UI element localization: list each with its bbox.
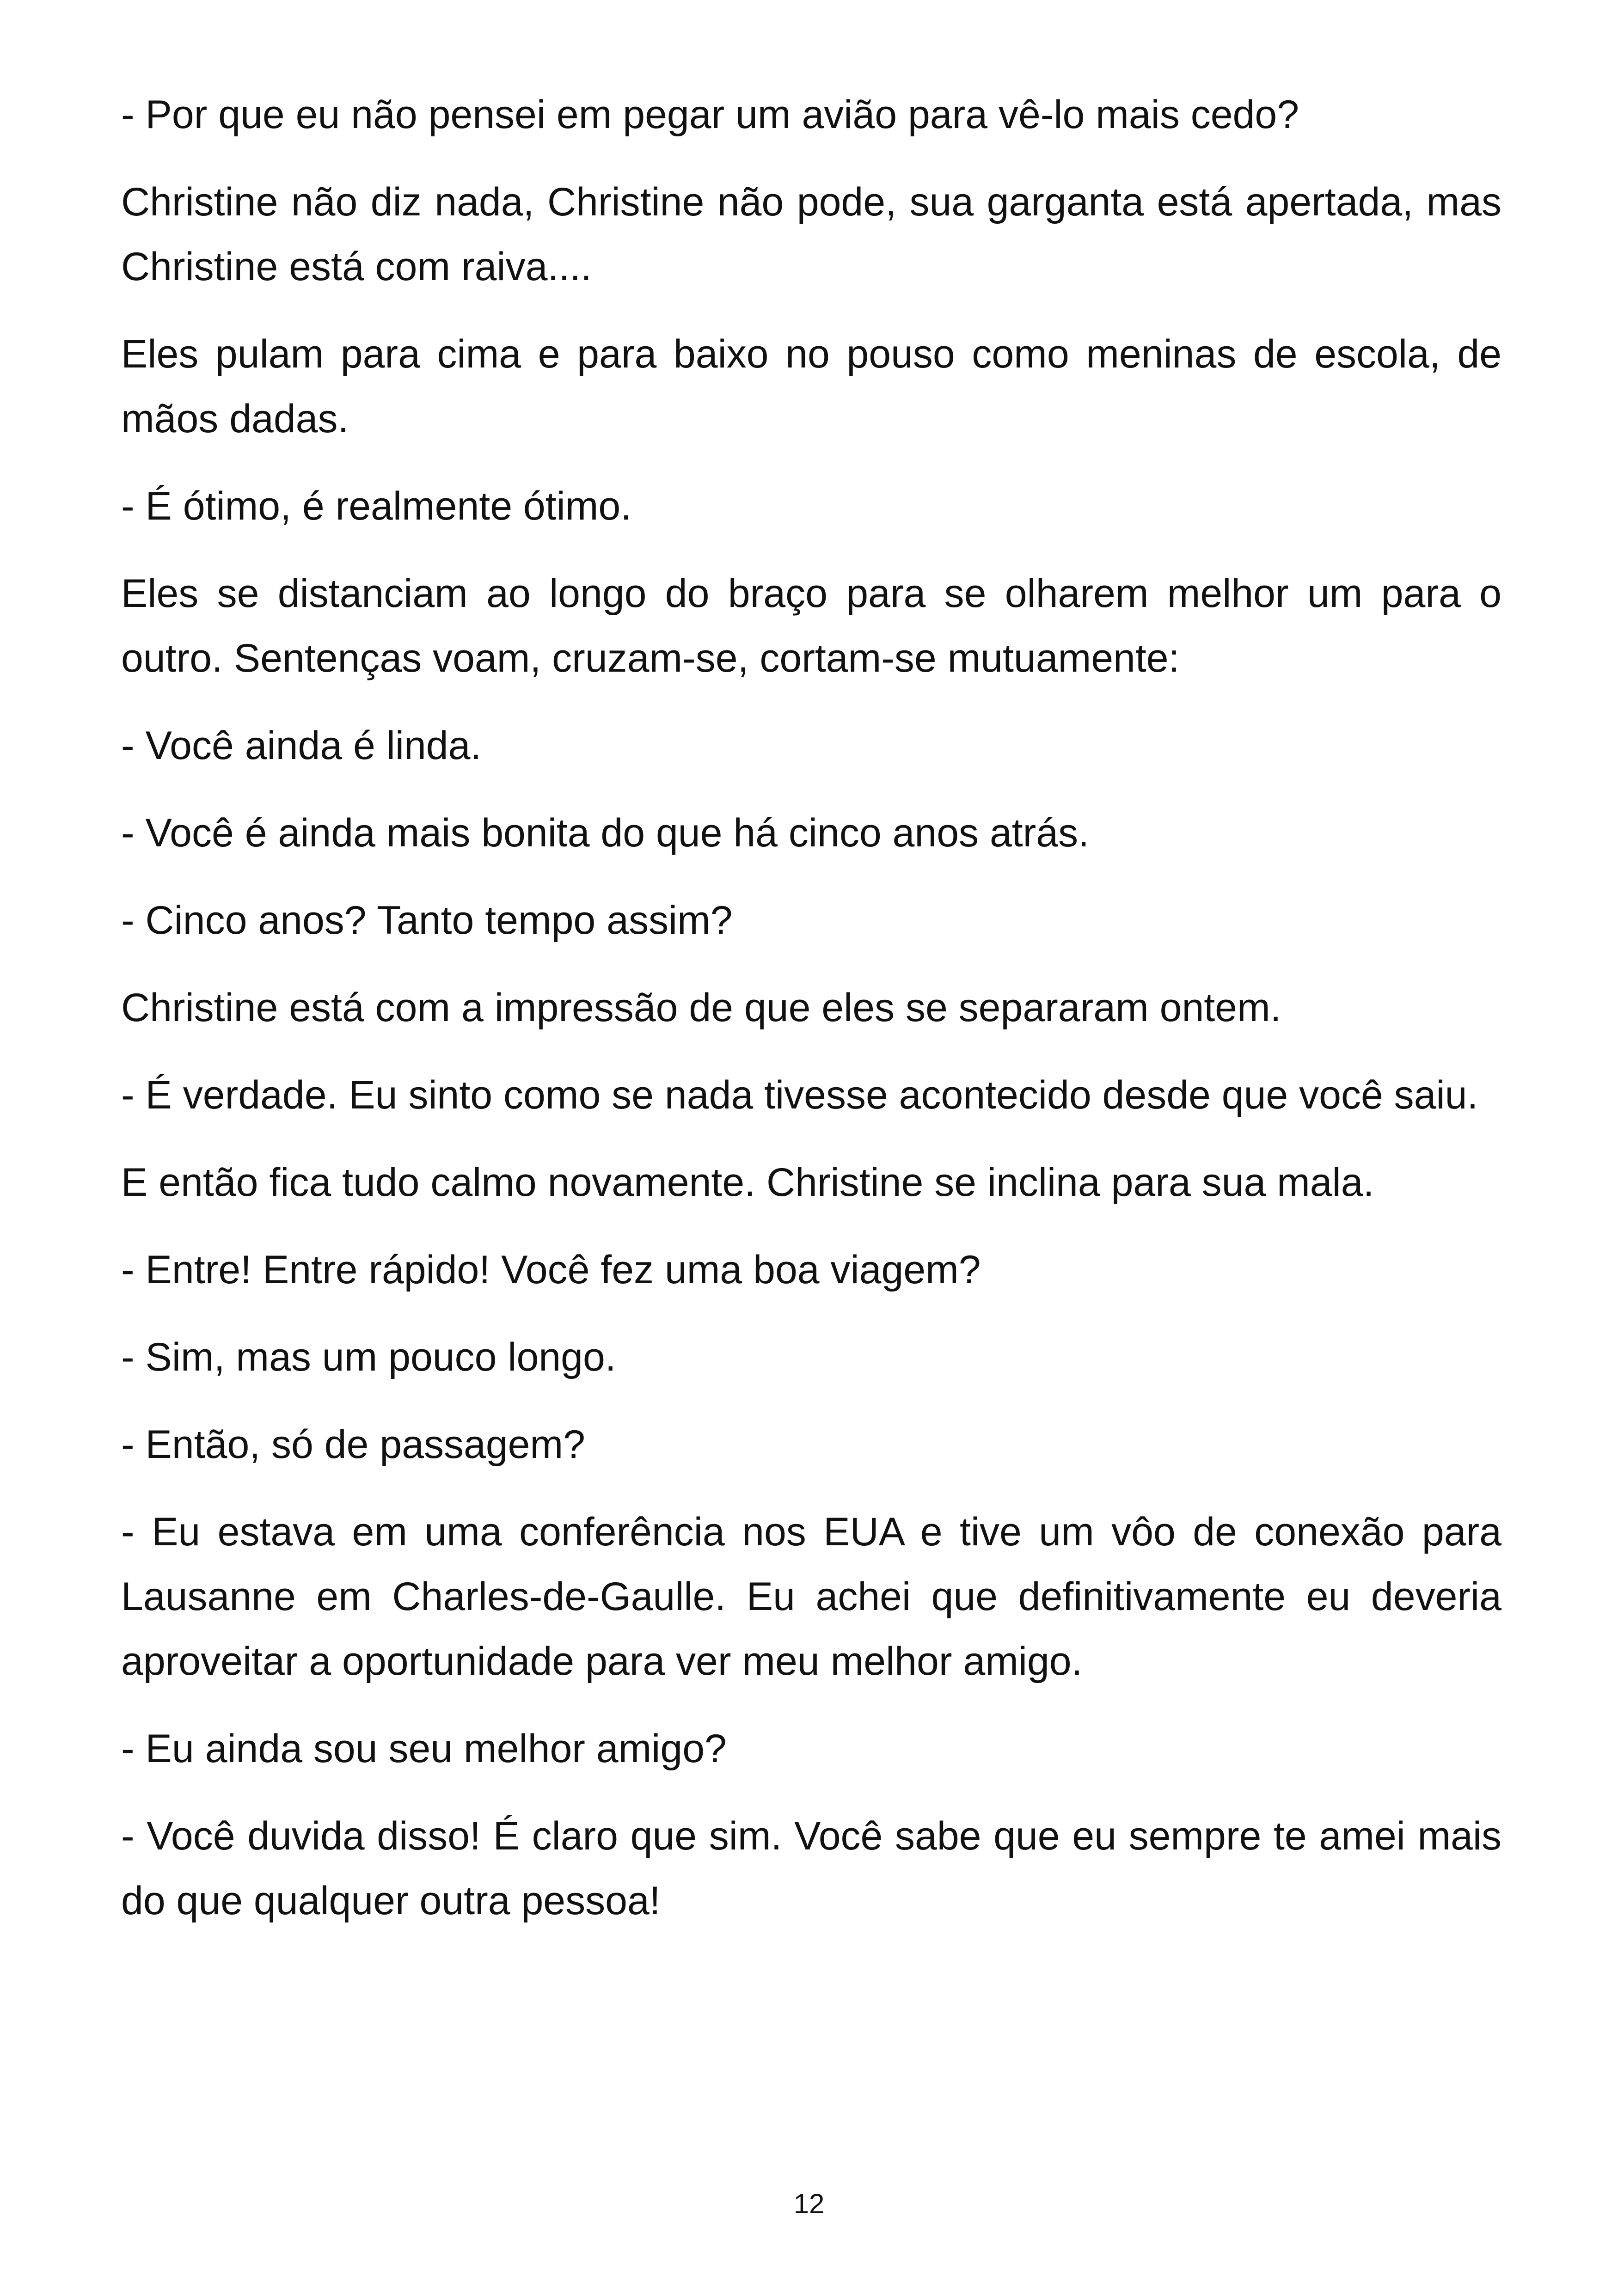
paragraph: - Cinco anos? Tanto tempo assim? (121, 898, 733, 943)
paragraph: Eles pulam para cima e para baixo no pouso como meninas de escola, de mãos dadas. (121, 332, 1502, 441)
paragraph: - Você é ainda mais bonita do que há cinco anos atrás. (121, 811, 1090, 855)
paragraph: - Você ainda é linda. (121, 723, 482, 768)
text-body (121, 82, 1502, 1956)
paragraph: E então fica tudo calmo novamente. Christine se inclina para sua mala. (121, 1160, 1374, 1205)
paragraph: - É verdade. Eu sinto como se nada tivesse acontecido desde que você saiu. (121, 1073, 1478, 1117)
paragraph: - Você duvida disso! É claro que sim. Você sabe que eu sempre te amei mais do que qualquer outra pessoa! (121, 1814, 1502, 1923)
paragraph: - Então, só de passagem? (121, 1422, 585, 1467)
paragraph: Christine está com a impressão de que eles se separaram ontem. (121, 986, 1281, 1030)
paragraph: - Sim, mas um pouco longo. (121, 1335, 616, 1379)
page-number: 12 (793, 2188, 825, 2219)
paragraph: - Por que eu não pensei em pegar um avião para vê-lo mais cedo? (121, 92, 1299, 137)
paragraph: - É ótimo, é realmente ótimo. (121, 484, 632, 528)
paragraph: - Entre! Entre rápido! Você fez uma boa viagem? (121, 1248, 981, 1292)
paragraph: Christine não diz nada, Christine não pode, sua garganta está apertada, mas Christine está com raiva.... (121, 180, 1502, 289)
paragraph: - Eu ainda sou seu melhor amigo? (121, 1727, 727, 1771)
paragraph: - Eu estava em uma conferência nos EUA e tive um vôo de conexão para Lausanne em Charles-de-Gaulle. Eu achei que definitivamente eu deveria aproveitar a oportunidade para ver meu melhor amigo. (121, 1510, 1502, 1684)
paragraph: Eles se distanciam ao longo do braço para se olharem melhor um para o outro. Sentenças voam, cruzam-se, cortam-se mutuamente: (121, 571, 1502, 680)
